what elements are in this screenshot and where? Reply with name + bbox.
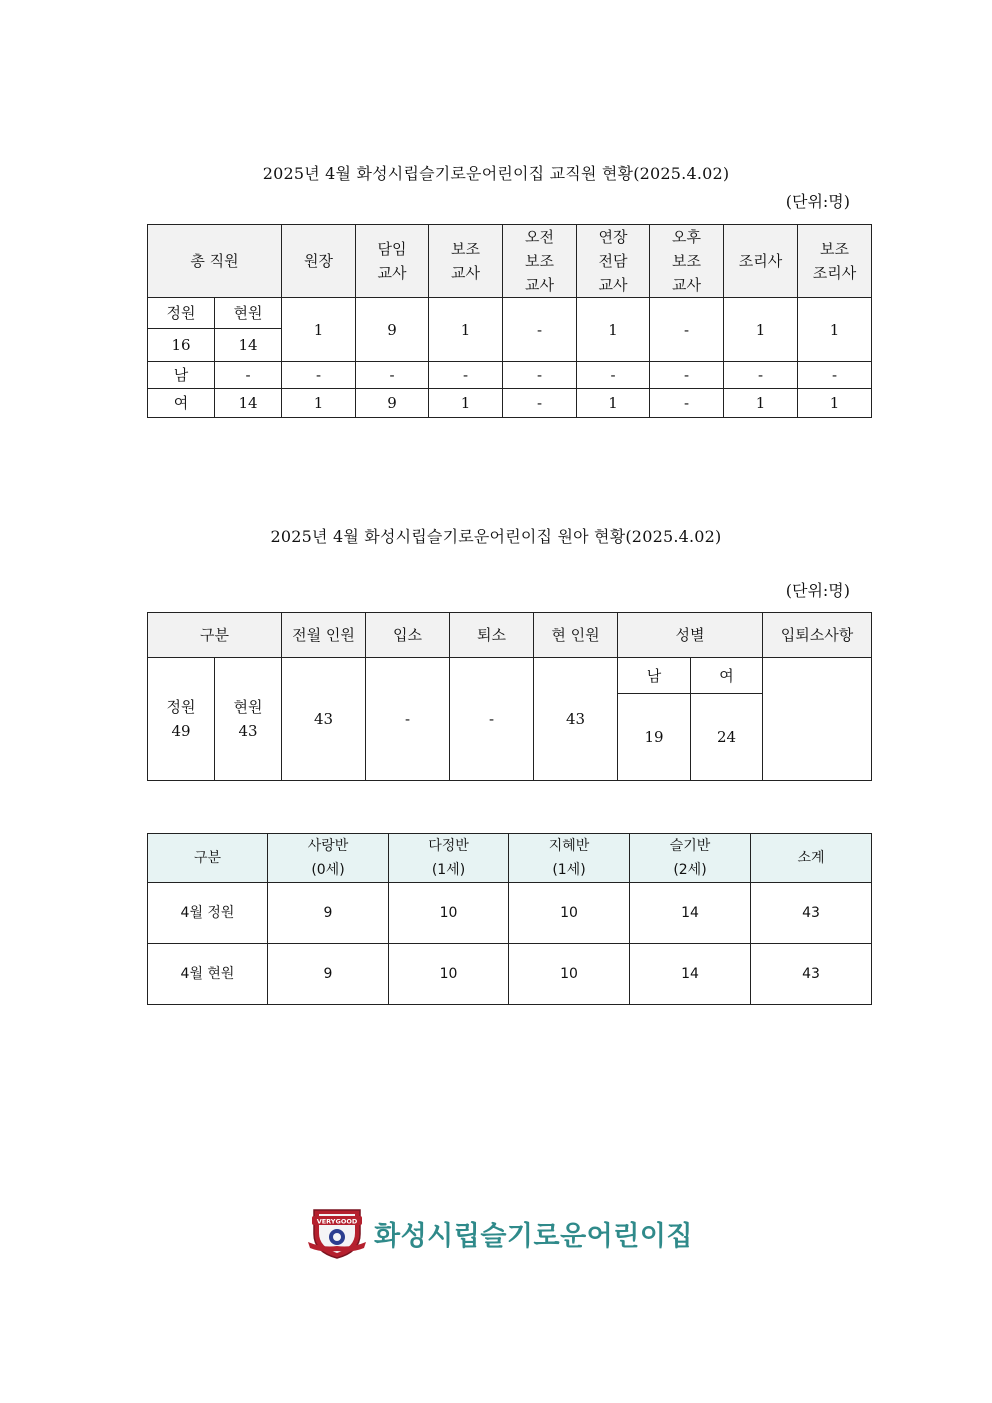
director-count: 1 [282, 298, 356, 362]
header-notes: 입퇴소사항 [763, 613, 872, 658]
male-count: 19 [618, 694, 691, 781]
admission-count: - [366, 658, 450, 781]
header-assistant-teacher: 보조 교사 [429, 225, 503, 298]
header-class-seulgi: 슬기반 (2세) [630, 834, 751, 883]
header-class-jihye: 지혜반 (1세) [509, 834, 630, 883]
male-header: 남 [618, 658, 691, 694]
assistant-cook-count: 1 [798, 298, 872, 362]
header-director: 원장 [282, 225, 356, 298]
header-total-staff: 총 직원 [148, 225, 282, 298]
female-value: - [503, 389, 577, 418]
header-cook: 조리사 [724, 225, 798, 298]
table-cell: 9 [268, 883, 389, 944]
children-table [147, 612, 872, 781]
header-class-sarang: 사랑반 (0세) [268, 834, 389, 883]
female-value: - [650, 389, 724, 418]
female-count: 24 [691, 694, 763, 781]
am-assistant-count: - [503, 298, 577, 362]
children-data-row [148, 658, 872, 694]
table-cell: 14 [630, 883, 751, 944]
row-label: 4월 현원 [148, 944, 268, 1005]
staff-label-row [148, 298, 872, 329]
male-value: - [577, 362, 650, 389]
male-value: - [356, 362, 429, 389]
extended-count: 1 [577, 298, 650, 362]
staff-female-row [148, 389, 872, 418]
female-total: 14 [215, 389, 282, 418]
header-current: 현 인원 [534, 613, 618, 658]
table-row [148, 944, 872, 1005]
prev-month-count: 43 [282, 658, 366, 781]
cook-count: 1 [724, 298, 798, 362]
staff-male-row [148, 362, 872, 389]
pm-assistant-count: - [650, 298, 724, 362]
classes-table [147, 833, 872, 1005]
logo-text: 화성시립슬기로운어린이집 [374, 1221, 693, 1252]
female-header: 여 [691, 658, 763, 694]
male-value: - [798, 362, 872, 389]
male-value: - [724, 362, 798, 389]
header-assistant-cook: 보조 조리사 [798, 225, 872, 298]
children-title: 2025년 4월 화성시립슬기로운어린이집 원아 현황(2025.4.02) [270, 527, 722, 546]
female-value: 1 [798, 389, 872, 418]
children-current: 현원 43 [215, 658, 282, 781]
staff-header-row [148, 225, 872, 298]
row-label: 4월 정원 [148, 883, 268, 944]
header-pm-assistant-teacher: 오후 보조 교사 [650, 225, 724, 298]
homeroom-count: 9 [356, 298, 429, 362]
children-unit: (단위:명) [785, 581, 850, 600]
assistant-count: 1 [429, 298, 503, 362]
current-value: 14 [215, 329, 282, 362]
emblem-icon [306, 1206, 368, 1260]
male-value: - [503, 362, 577, 389]
header-prev-month: 전월 인원 [282, 613, 366, 658]
table-cell: 43 [751, 883, 872, 944]
table-cell: 10 [389, 883, 509, 944]
header-gender: 성별 [618, 613, 763, 658]
children-quota: 정원 49 [148, 658, 215, 781]
svg-text:VERYGOOD: VERYGOOD [316, 1217, 358, 1226]
female-value: 1 [577, 389, 650, 418]
female-value: 1 [282, 389, 356, 418]
table-cell: 9 [268, 944, 389, 1005]
withdrawal-count: - [450, 658, 534, 781]
female-value: 1 [429, 389, 503, 418]
table-cell: 10 [389, 944, 509, 1005]
female-value: 9 [356, 389, 429, 418]
male-value: - [650, 362, 724, 389]
table-cell: 10 [509, 944, 630, 1005]
quota-label: 정원 [148, 298, 215, 329]
header-extended-teacher: 연장 전담 교사 [577, 225, 650, 298]
footer-logo [306, 1206, 693, 1260]
male-total: - [215, 362, 282, 389]
table-cell: 14 [630, 944, 751, 1005]
staff-table [147, 224, 872, 418]
header-homeroom-teacher: 담임 교사 [356, 225, 429, 298]
header-am-assistant-teacher: 오전 보조 교사 [503, 225, 577, 298]
header-category: 구분 [148, 613, 282, 658]
children-header-row [148, 613, 872, 658]
staff-title: 2025년 4월 화성시립슬기로운어린이집 교직원 현황(2025.4.02) [262, 164, 730, 183]
current-label: 현원 [215, 298, 282, 329]
header-class-dajeong: 다정반 (1세) [389, 834, 509, 883]
header-admission: 입소 [366, 613, 450, 658]
current-count: 43 [534, 658, 618, 781]
male-value: - [282, 362, 356, 389]
staff-unit: (단위:명) [785, 192, 850, 211]
header-category: 구분 [148, 834, 268, 883]
header-withdrawal: 퇴소 [450, 613, 534, 658]
table-row [148, 883, 872, 944]
table-cell: 10 [509, 883, 630, 944]
female-value: 1 [724, 389, 798, 418]
male-value: - [429, 362, 503, 389]
female-label: 여 [148, 389, 215, 418]
classes-header-row [148, 834, 872, 883]
header-subtotal: 소계 [751, 834, 872, 883]
quota-value: 16 [148, 329, 215, 362]
table-cell: 43 [751, 944, 872, 1005]
notes-cell [763, 658, 872, 781]
male-label: 남 [148, 362, 215, 389]
